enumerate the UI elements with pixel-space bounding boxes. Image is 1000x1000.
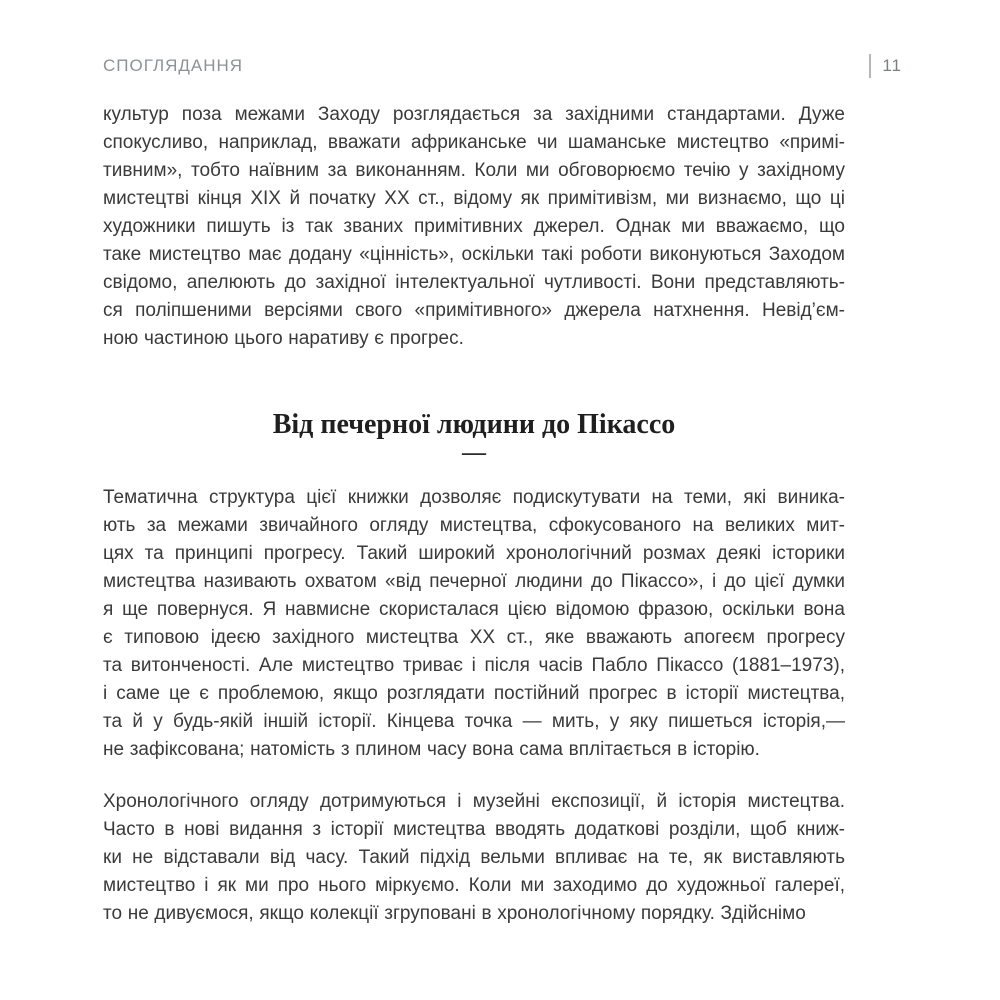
text-line: свідомо, апелюють до західної інтелектуальної чутливості. Вони представляють-	[103, 272, 845, 293]
text-line: та й у будь-якій іншій історії. Кінцева точка — мить, у яку пишеться історія,—	[103, 711, 845, 732]
text-line: ють за межами звичайного огляду мистецтва, сфокусованого на великих мит-	[103, 515, 845, 536]
text-line: мистецтва називають охватом «від печерної людини до Пікассо», і до цієї думки	[103, 571, 845, 592]
text-line: спокусливо, наприклад, вважати африканське чи шаманське мистецтво «примі-	[103, 132, 845, 153]
section-heading-dash: —	[462, 440, 486, 466]
text-line: я ще повернуся. Я навмисне скористалася цією відомою фразою, оскільки вона	[103, 599, 845, 620]
text-line: ною частиною цього наративу є прогрес.	[103, 328, 464, 349]
text-line: таке мистецтво має додану «цінність», оскільки такі роботи виконуються Заходом	[103, 244, 845, 265]
text-line: ся поліпшеними версіями свого «примітивного» джерела натхнення. Невід’єм-	[103, 300, 845, 321]
page-number-divider	[869, 54, 871, 78]
text-line: мистецтво і як ми про нього міркуємо. Коли ми заходимо до художньої галереї,	[103, 875, 845, 896]
page-number-group	[869, 54, 902, 78]
text-line: мистецтві кінця XIX й початку XX ст., відому як примітивізм, ми визнаємо, що ці	[103, 188, 845, 209]
section-heading: Від печерної людини до Пікассо	[272, 409, 676, 440]
running-header	[103, 54, 902, 78]
text-line: є типовою ідеєю західного мистецтва XX ст., яке вважають апогеєм прогресу	[103, 627, 845, 648]
running-title: СПОГЛЯДАННЯ	[103, 56, 244, 75]
page-number: 11	[882, 56, 902, 75]
text-line: Хронологічного огляду дотримуються і музейні експозиції, й історія мистецтва.	[103, 791, 845, 812]
paragraph	[103, 484, 845, 764]
text-line: і саме це є проблемою, якщо розглядати постійний прогрес в історії мистецтва,	[103, 683, 845, 704]
text-line: Часто в нові видання з історії мистецтва вводять додаткові розділи, щоб книж-	[103, 819, 845, 840]
text-line: культур поза межами Заходу розглядається за західними стандартами. Дуже	[103, 104, 845, 125]
text-line: тивним», тобто наївним за виконанням. Коли ми обговорюємо течію у західному	[103, 160, 845, 181]
text-line: цях та принципі прогресу. Такий широкий хронологічний розмах деякі історики	[103, 543, 845, 564]
text-line: Тематична структура цієї книжки дозволяє подискутувати на теми, які виника-	[103, 487, 845, 508]
paragraph	[103, 788, 845, 928]
text-line: та витонченості. Але мистецтво триває і після часів Пабло Пікассо (1881–1973),	[103, 655, 845, 676]
paragraph	[103, 101, 845, 353]
text-line: художники пишуть із так званих примітивних джерел. Однак ми вважаємо, що	[103, 216, 845, 237]
page-content	[103, 101, 845, 928]
text-line: не зафіксована; натомість з плином часу вона сама вплітається в історію.	[103, 739, 760, 760]
text-line: ки не відставали від часу. Такий підхід вельми впливає на те, як виставляють	[103, 847, 845, 868]
text-line: то не дивуємося, якщо колекції згруповані в хронологічному порядку. Здійснімо	[103, 903, 806, 924]
